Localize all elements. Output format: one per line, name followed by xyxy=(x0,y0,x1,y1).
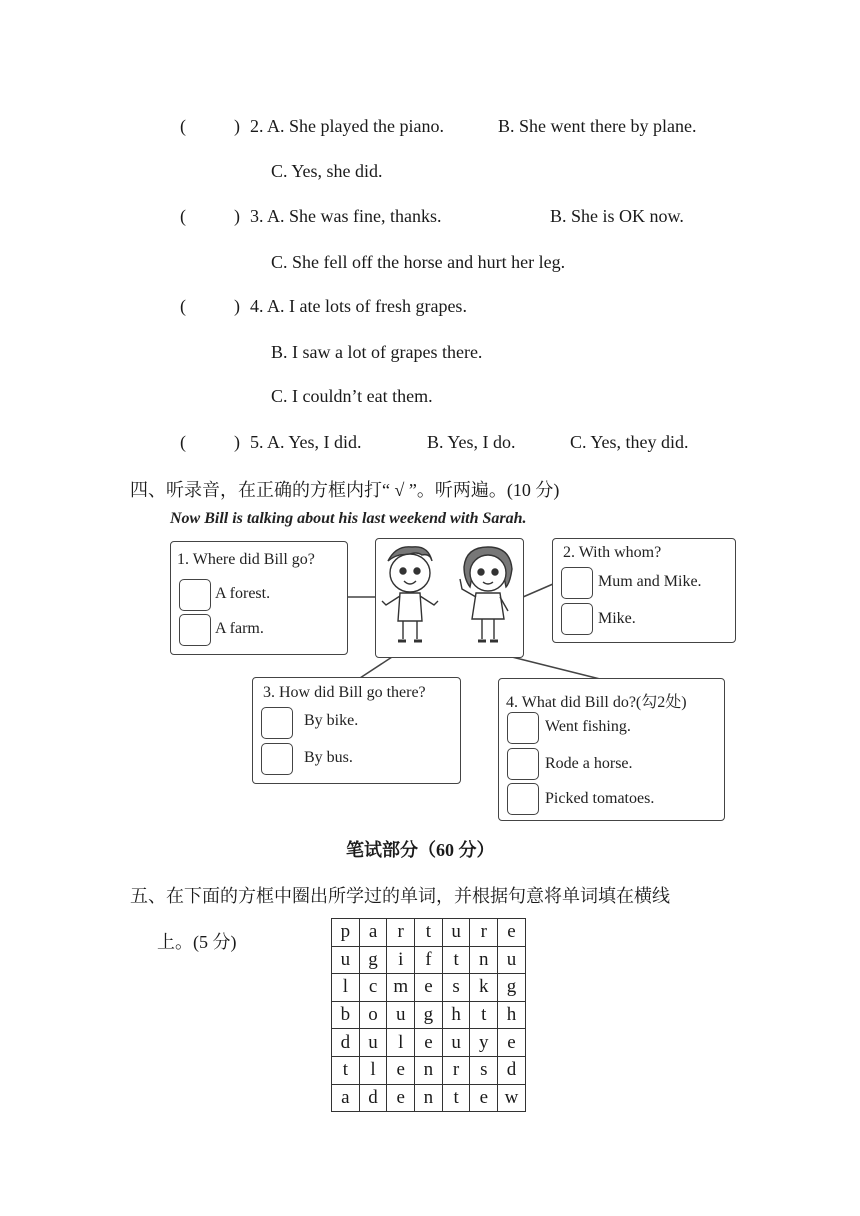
grid-letter-cell[interactable]: b xyxy=(332,1001,360,1029)
grid-letter-cell[interactable]: g xyxy=(359,946,387,974)
answer-paren-close: ) xyxy=(234,432,240,452)
question-4-option-b: B. I saw a lot of grapes there. xyxy=(271,342,483,362)
card-2-option-2: Mike. xyxy=(598,610,636,627)
answer-paren-open: ( xyxy=(180,432,186,452)
children-illustration xyxy=(375,538,524,658)
grid-letter-cell[interactable]: y xyxy=(470,1029,498,1057)
section-4-heading: 四、听录音，在正确的方框内打“ √ ”。听两遍。(10 分) xyxy=(130,480,560,500)
grid-letter-cell[interactable]: u xyxy=(332,946,360,974)
boy-girl-cartoon-icon xyxy=(376,539,523,657)
grid-letter-cell[interactable]: u xyxy=(442,1029,470,1057)
card-4-option-3: Picked tomatoes. xyxy=(545,790,655,807)
grid-letter-cell[interactable]: r xyxy=(442,1056,470,1084)
checkbox-by-bus[interactable] xyxy=(261,743,293,775)
card-4-title: 4. What did Bill do?(勾2处) xyxy=(506,694,687,711)
question-3-option-b: B. She is OK now. xyxy=(550,206,684,226)
grid-letter-cell[interactable]: k xyxy=(470,974,498,1002)
grid-letter-cell[interactable]: d xyxy=(359,1084,387,1112)
grid-letter-cell[interactable]: h xyxy=(442,1001,470,1029)
grid-letter-cell[interactable]: u xyxy=(442,919,470,947)
grid-letter-cell[interactable]: d xyxy=(498,1056,526,1084)
grid-letter-cell[interactable]: u xyxy=(387,1001,415,1029)
card-3-option-2: By bus. xyxy=(304,749,353,766)
grid-row xyxy=(332,946,526,974)
grid-letter-cell[interactable]: l xyxy=(332,974,360,1002)
card-2-title: 2. With whom? xyxy=(563,544,662,561)
grid-letter-cell[interactable]: p xyxy=(332,919,360,947)
card-4-option-1: Went fishing. xyxy=(545,718,631,735)
grid-row xyxy=(332,1001,526,1029)
grid-row xyxy=(332,974,526,1002)
word-search-grid xyxy=(331,918,526,1112)
grid-letter-cell[interactable]: n xyxy=(470,946,498,974)
grid-letter-cell[interactable]: r xyxy=(470,919,498,947)
checkbox-a-forest[interactable] xyxy=(179,579,211,611)
grid-letter-cell[interactable]: s xyxy=(470,1056,498,1084)
grid-letter-cell[interactable]: e xyxy=(470,1084,498,1112)
question-4-option-c: C. I couldn’t eat them. xyxy=(271,386,433,406)
grid-letter-cell[interactable]: t xyxy=(442,1084,470,1112)
grid-letter-cell[interactable]: i xyxy=(387,946,415,974)
question-5-option-b: B. Yes, I do. xyxy=(427,432,516,452)
grid-letter-cell[interactable]: a xyxy=(359,919,387,947)
grid-letter-cell[interactable]: g xyxy=(498,974,526,1002)
section-4-intro: Now Bill is talking about his last weekend with Sarah. xyxy=(170,510,527,527)
grid-letter-cell[interactable]: e xyxy=(415,1029,443,1057)
checkbox-picked-tomatoes[interactable] xyxy=(507,783,539,815)
question-5-option-c: C. Yes, they did. xyxy=(570,432,689,452)
grid-letter-cell[interactable]: r xyxy=(387,919,415,947)
question-card-1 xyxy=(170,541,348,655)
grid-letter-cell[interactable]: t xyxy=(415,919,443,947)
question-card-3 xyxy=(252,677,461,784)
grid-letter-cell[interactable]: e xyxy=(387,1084,415,1112)
grid-letter-cell[interactable]: l xyxy=(359,1056,387,1084)
question-card-2 xyxy=(552,538,736,643)
question-2-option-a: 2. A. She played the piano. xyxy=(250,116,444,136)
grid-letter-cell[interactable]: e xyxy=(498,1029,526,1057)
card-4-option-2: Rode a horse. xyxy=(545,755,633,772)
card-3-option-1: By bike. xyxy=(304,712,359,729)
card-3-title: 3. How did Bill go there? xyxy=(263,684,426,701)
grid-letter-cell[interactable]: d xyxy=(332,1029,360,1057)
question-3-option-c: C. She fell off the horse and hurt her leg. xyxy=(271,252,566,272)
grid-letter-cell[interactable]: s xyxy=(442,974,470,1002)
grid-letter-cell[interactable]: n xyxy=(415,1056,443,1084)
grid-letter-cell[interactable]: c xyxy=(359,974,387,1002)
grid-letter-cell[interactable]: g xyxy=(415,1001,443,1029)
answer-paren-open: ( xyxy=(180,206,186,226)
question-card-4 xyxy=(498,678,725,821)
grid-row xyxy=(332,1056,526,1084)
written-part-heading: 笔试部分（60 分） xyxy=(346,840,495,860)
checkbox-a-farm[interactable] xyxy=(179,614,211,646)
grid-row xyxy=(332,919,526,947)
card-1-option-2: A farm. xyxy=(215,620,264,637)
answer-paren-close: ) xyxy=(234,116,240,136)
grid-letter-cell[interactable]: n xyxy=(415,1084,443,1112)
question-5-option-a: 5. A. Yes, I did. xyxy=(250,432,362,452)
answer-paren-open: ( xyxy=(180,116,186,136)
grid-letter-cell[interactable]: o xyxy=(359,1001,387,1029)
grid-letter-cell[interactable]: u xyxy=(359,1029,387,1057)
grid-letter-cell[interactable]: m xyxy=(387,974,415,1002)
section-5-heading-cont: 上。(5 分) xyxy=(157,932,237,952)
card-1-option-1: A forest. xyxy=(215,585,271,602)
grid-letter-cell[interactable]: w xyxy=(498,1084,526,1112)
question-4-option-a: 4. A. I ate lots of fresh grapes. xyxy=(250,296,467,316)
answer-paren-close: ) xyxy=(234,296,240,316)
grid-letter-cell[interactable]: t xyxy=(442,946,470,974)
grid-row xyxy=(332,1084,526,1112)
checkbox-went-fishing[interactable] xyxy=(507,712,539,744)
grid-letter-cell[interactable]: e xyxy=(498,919,526,947)
grid-letter-cell[interactable]: u xyxy=(498,946,526,974)
question-3-option-a: 3. A. She was fine, thanks. xyxy=(250,206,442,226)
grid-letter-cell[interactable]: h xyxy=(498,1001,526,1029)
grid-letter-cell[interactable]: e xyxy=(387,1056,415,1084)
checkbox-rode-a-horse[interactable] xyxy=(507,748,539,780)
card-2-option-1: Mum and Mike. xyxy=(598,573,702,590)
grid-letter-cell[interactable]: t xyxy=(332,1056,360,1084)
checkbox-mike[interactable] xyxy=(561,603,593,635)
question-2-option-b: B. She went there by plane. xyxy=(498,116,697,136)
answer-paren-open: ( xyxy=(180,296,186,316)
card-1-title: 1. Where did Bill go? xyxy=(177,551,315,568)
grid-letter-cell[interactable]: f xyxy=(415,946,443,974)
checkbox-by-bike[interactable] xyxy=(261,707,293,739)
checkbox-mum-and-mike[interactable] xyxy=(561,567,593,599)
grid-row xyxy=(332,1029,526,1057)
section-5-heading: 五、在下面的方框中圈出所学过的单词，并根据句意将单词填在横线 xyxy=(130,886,670,906)
grid-letter-cell[interactable]: l xyxy=(387,1029,415,1057)
grid-letter-cell[interactable]: t xyxy=(470,1001,498,1029)
question-2-option-c: C. Yes, she did. xyxy=(271,161,383,181)
grid-letter-cell[interactable]: e xyxy=(415,974,443,1002)
grid-letter-cell[interactable]: a xyxy=(332,1084,360,1112)
answer-paren-close: ) xyxy=(234,206,240,226)
